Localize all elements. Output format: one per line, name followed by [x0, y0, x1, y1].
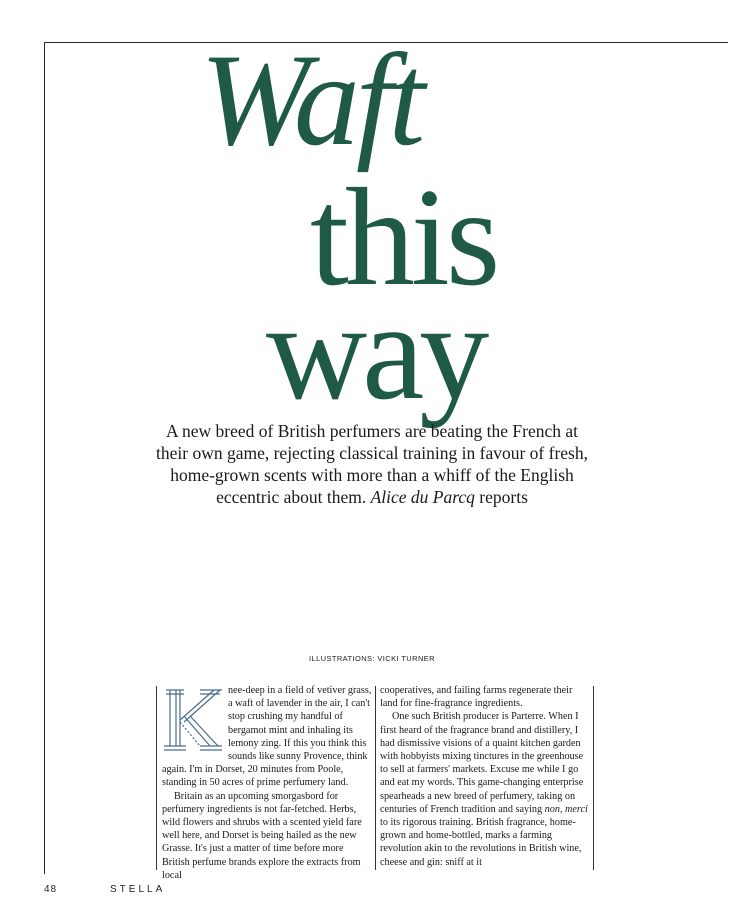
magazine-name: STELLA: [110, 884, 166, 895]
page-number: 48: [44, 884, 58, 895]
body-column-1: [160, 684, 372, 881]
column-rule-middle: [375, 686, 376, 870]
headline-line-2: this: [310, 160, 497, 315]
body-column-2: [380, 684, 590, 872]
body-paragraph-4-end: to its rigorous training. British fragrance, home-grown and home-bottled, marks a farming revolution akin to the revolutions in British wine, cheese and gin: sniff at it: [380, 817, 582, 868]
frame-left-rule: [44, 42, 45, 874]
byline: Alice du Parcq: [370, 487, 475, 507]
body-italic-phrase: non, merci: [544, 803, 588, 815]
column-rule-left: [156, 686, 157, 870]
body-paragraph-4: [380, 710, 590, 868]
dropcap-k-illustration: [160, 686, 224, 752]
dropcap-letter: K: [160, 686, 161, 687]
body-paragraph-3: cooperatives, and failing farms regenerate their land for fine-fragrance ingredients.: [380, 685, 573, 710]
illustration-credit: ILLUSTRATIONS: VICKI TURNER: [309, 654, 435, 663]
body-paragraph-4-start: One such British producer is Parterre. When I first heard of the fragrance brand and distillery, I had dismissive visions of a quaint kitchen garden with hobbyists mixing tinctures in the greenhouse to sell at farmers' markets. Excuse me while I go and eat my words. This game-changing enterprise spearheads a new breed of perfumery, taking on centuries of French tradition and saying: [380, 711, 584, 815]
column-rule-right: [593, 686, 594, 870]
body-paragraph-1: nee-deep in a field of vetiver grass, a waft of lavender in the air, I can't stop crushing my handful of bergamot mint and inhaling its lemony zing. If this you think this sounds like sunny Provence, think again. I'm in Dorset, 20 minutes from Poole, standing in 50 acres of prime perfumery land.: [162, 685, 372, 789]
byline-suffix: reports: [479, 487, 528, 507]
headline-line-1: Waft: [200, 26, 422, 173]
body-paragraph-2: Britain as an upcoming smorgasbord for perfumery ingredients is not far-fetched. Herbs, wild flowers and shrubs with a scented yield fare well here, and Dorset is being hailed as the new Grasse. It's just a matter of time before more British perfume brands explore the extracts from local: [162, 790, 362, 881]
headline-line-3: way: [266, 274, 485, 429]
dropcap-k: [160, 686, 224, 752]
standfirst-text: A new breed of British perfumers are beating the French at their own game, rejecting classical training in favour of fresh, home-grown scents with more than a whiff of the English eccentric about them.: [156, 421, 588, 507]
standfirst: [150, 420, 594, 508]
